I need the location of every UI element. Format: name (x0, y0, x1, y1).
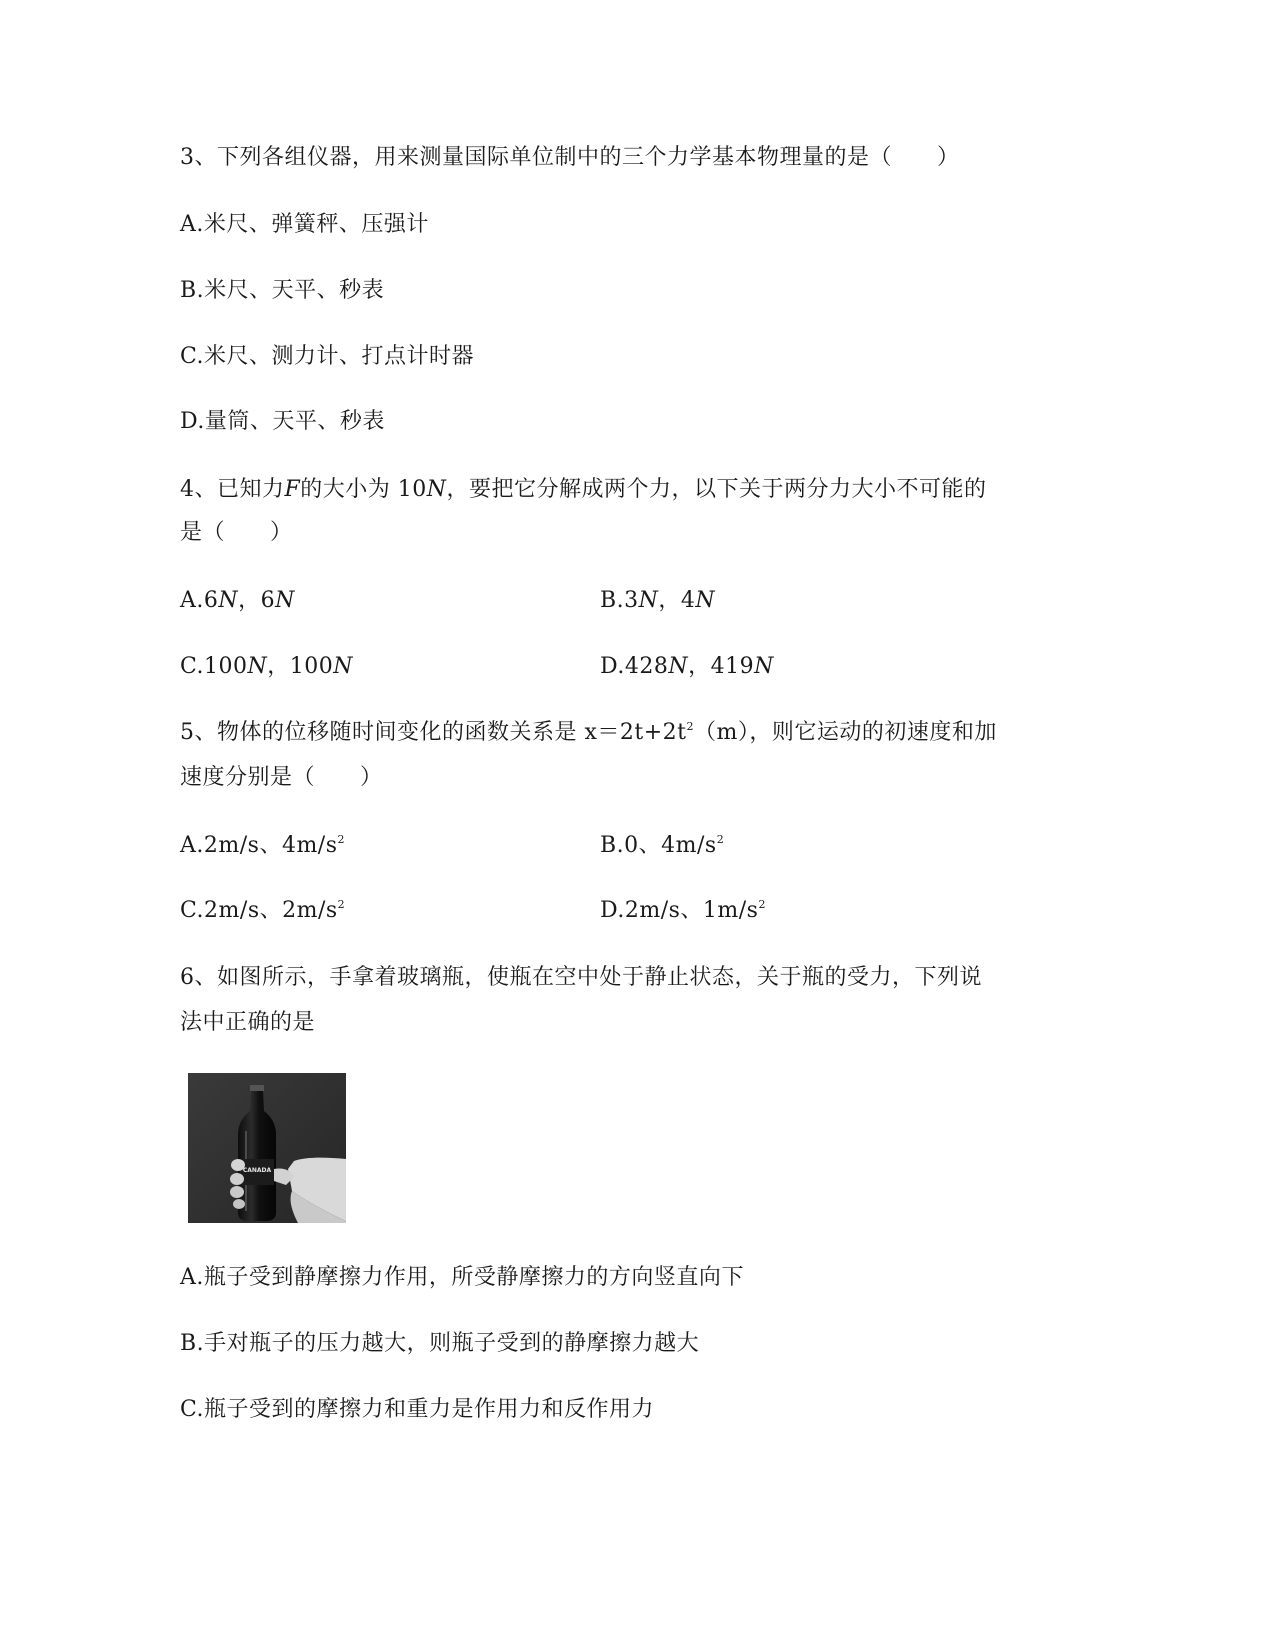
q4-stem: 4、已知力F的大小为 10N，要把它分解成两个力，以下关于两分力大小不可能的 (180, 477, 987, 502)
q6-option-a: A.瓶子受到静摩擦力作用，所受静摩擦力的方向竖直向下 (180, 1265, 744, 1290)
q4-option-c: C.100N，100N (180, 654, 354, 679)
q6-stem-line2: 法中正确的是 (180, 1010, 316, 1035)
q4-option-b: B.3N，4N (600, 588, 716, 613)
q5-option-a: A.2m/s、$4m/s^2$ (180, 833, 346, 858)
q3-option-d: D.量筒、天平、秒表 (180, 409, 385, 434)
q5-option-c: C.2m/s、$2m/s^2$ (180, 898, 346, 923)
q3-stem: 3、下列各组仪器，用来测量国际单位制中的三个力学基本物理量的是（ ） (180, 145, 960, 170)
q5-stem: 5、物体的位移随时间变化的函数关系是 $x=2t+2t^2(m)$，则它运动的初速度和加 (180, 720, 997, 745)
q3-option-a: A.米尺、弹簧秤、压强计 (180, 212, 429, 237)
q5-options-row2 (180, 896, 766, 926)
q5-stem-line2: 速度分别是（ ） (180, 765, 383, 790)
force-symbol: F (284, 477, 301, 502)
q5-options-row1 (180, 831, 725, 861)
q5-option-b: B.0、$4m/s^2$ (600, 833, 725, 858)
q5-option-d: D.2m/s、$1m/s^2$ (600, 898, 766, 923)
q6-stem: 6、如图所示，手拿着玻璃瓶，使瓶在空中处于静止状态，关于瓶的受力，下列说 (180, 965, 982, 990)
q6-option-b: B.手对瓶子的压力越大，则瓶子受到的静摩擦力越大 (180, 1331, 700, 1356)
q3-option-b: B.米尺、天平、秒表 (180, 278, 385, 303)
q6-option-c: C.瓶子受到的摩擦力和重力是作用力和反作用力 (180, 1397, 655, 1422)
newton-symbol: N (426, 477, 447, 502)
q4-option-a: A.6N，6N (180, 588, 295, 613)
q4-options-row2 (180, 652, 774, 682)
bottle-in-hand-photo (188, 1073, 346, 1223)
q4-options-row1 (180, 586, 716, 616)
q4-option-d: D.428N，419N (600, 654, 774, 679)
q3-option-c: C.米尺、测力计、打点计时器 (180, 344, 475, 369)
q4-stem-line2: 是（ ） (180, 520, 293, 545)
bottle-label-text: CANADA (242, 1167, 272, 1174)
